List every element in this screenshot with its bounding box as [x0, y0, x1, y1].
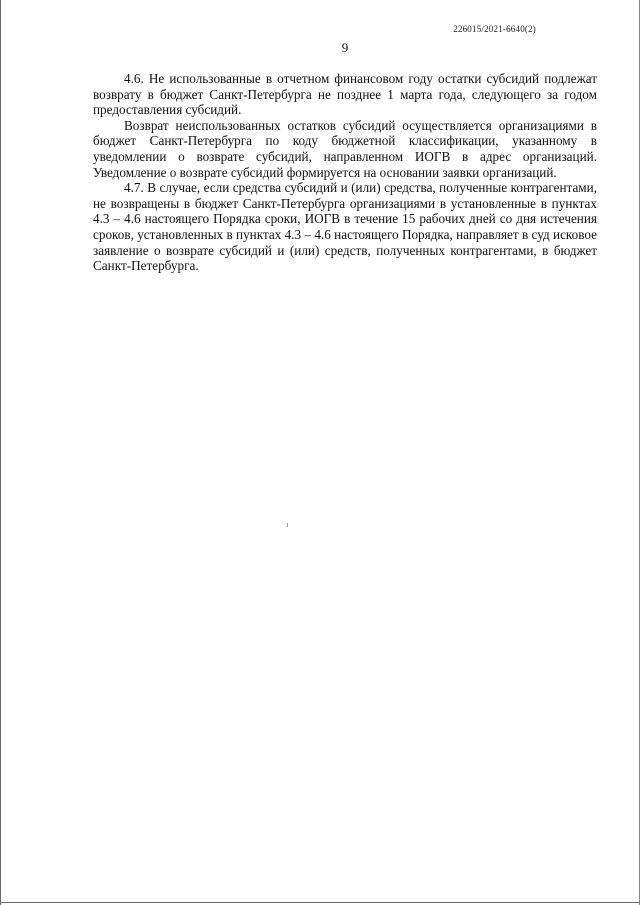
document-body — [93, 71, 597, 274]
paragraph-4-7: 4.7. В случае, если средства субсидий и (или) средства, полученные контрагентами, не возвращены в бюджет Санкт-Петербурга организациями в установленные в пунктах 4.3 – 4.6 настоящего Порядка сроки, ИОГВ в течение 15 рабочих дней со дня истечения сроков, установленных в пунктах 4.3 – 4.6 настоящего Порядка, направляет в суд исковое заявление о возврате субсидий и (или) средств, полученных контрагентами, в бюджет Санкт-Петербурга. — [93, 180, 597, 274]
scan-edge-bottom — [0, 902, 640, 903]
document-registration-number: 226015/2021-6640(2) — [453, 24, 536, 34]
paragraph-4-6: 4.6. Не использованные в отчетном финансовом году остатки субсидий подлежат возврату в бюджет Санкт-Петербурга не позднее 1 марта года, следующего за годом предоставления субсидий. — [93, 71, 597, 118]
paragraph-return-procedure: Возврат неиспользованных остатков субсидий осуществляется организациями в бюджет Санкт-Петербурга по коду бюджетной классификации, указанному в уведомлении о возврате субсидий, направленном ИОГВ в адрес организаций. Уведомление о возврате субсидий формируется на основании заявки организаций. — [93, 117, 597, 180]
scan-edge-left — [0, 0, 1, 905]
page-number: 9 — [341, 40, 349, 55]
scan-speck — [287, 523, 288, 527]
